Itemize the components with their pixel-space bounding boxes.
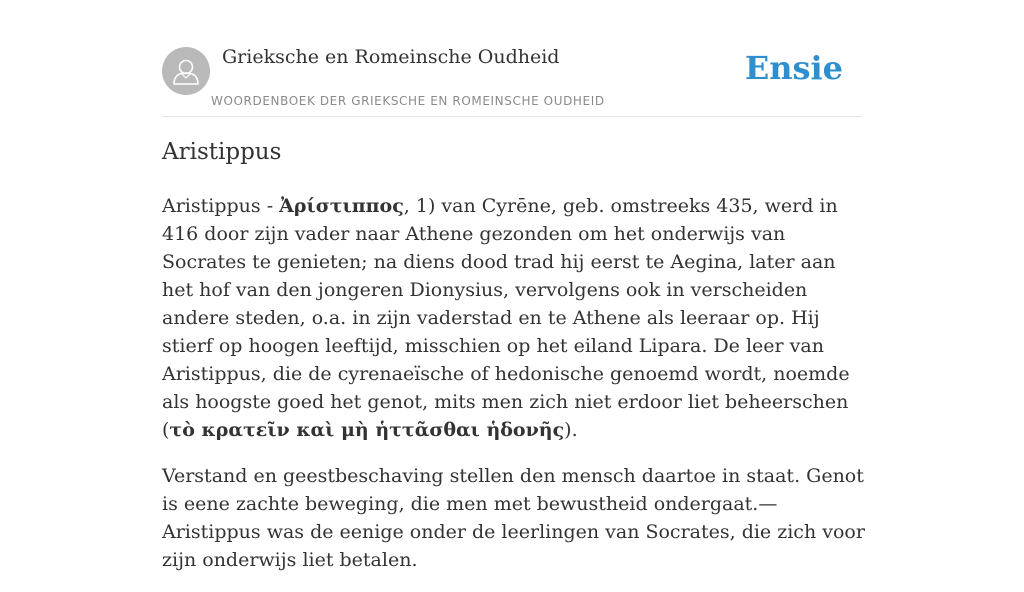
entry-lead: Aristippus - bbox=[162, 195, 280, 217]
dictionary-header bbox=[162, 44, 862, 117]
greek-quote: τὸ κρατεῖν καὶ μὴ ἡττᾶσθαι ἡδονῆς bbox=[169, 419, 565, 441]
entry-tail: ). bbox=[564, 419, 578, 441]
dictionary-subtitle: WOORDENBOEK DER GRIEKSCHE EN ROMEINSCHE OUDHEID bbox=[211, 94, 605, 108]
greek-name: Ἀρίστιππος bbox=[279, 195, 404, 217]
entry-paragraph bbox=[162, 192, 866, 444]
dictionary-title-link[interactable]: Grieksche en Romeinsche Oudheid bbox=[222, 46, 560, 68]
user-icon[interactable] bbox=[162, 47, 210, 95]
entry-content bbox=[162, 192, 866, 592]
entry-body: , 1) van Cyrēne, geb. omstreeks 435, werd in 416 door zijn vader naar Athene gezonden om het onderwijs van Socrates te genieten; na diens dood trad hij eerst te Aegina, later aan het hof van den jongeren Dionysius, vervolgens ook in verscheiden andere steden, o.a. in zijn vaderstad en te Athene als leeraar op. Hij stierf op hoogen leeftijd, misschien op het eiland Lipara. De leer van Aristippus, die de cyrenaeïsche of hedonische genoemd wordt, noemde als hoogste goed het genot, mits men zich niet erdoor liet beheerschen ( bbox=[162, 195, 850, 441]
ensie-logo[interactable]: Ensie bbox=[744, 49, 843, 87]
entry-paragraph-2: Verstand en geestbeschaving stellen den mensch daartoe in staat. Genot is eene zachte beweging, die men met bewustheid ondergaat.—Aristippus was de eenige onder de leerlingen van Socrates, die zich voor zijn onderwijs liet betalen. bbox=[162, 465, 865, 571]
entry-title: Aristippus bbox=[162, 139, 282, 165]
